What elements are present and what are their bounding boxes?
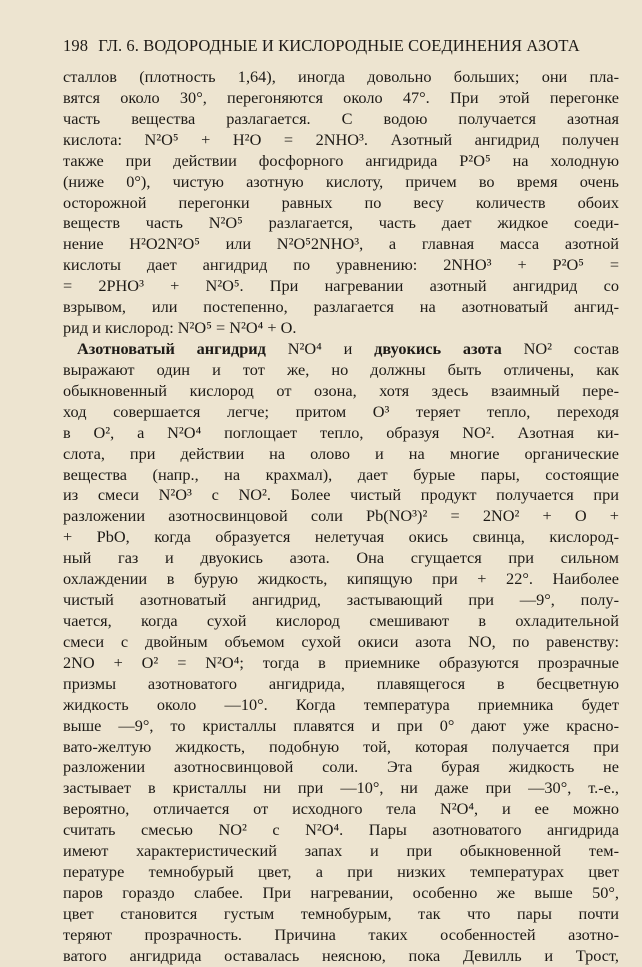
- text-line: пературе темнобурый цвет, а при низких температурах цвет: [63, 862, 619, 882]
- term-bold: Азотноватый ангидрид: [77, 338, 266, 358]
- term-bold: двуокись азота: [374, 338, 502, 358]
- text-line: + PbO, когда образуется нелетучая окись свинца, кислород-: [63, 527, 619, 547]
- chapter-title: ГЛ. 6. ВОДОРОДНЫЕ И КИСЛОРОДНЫЕ СОЕДИНЕНИЯ АЗОТА: [98, 36, 580, 55]
- text-line: из смеси N²O³ с NO². Более чистый продукт получается при: [63, 485, 619, 505]
- text-line: ватого ангидрида оставалась неясною, пока Девилль и Трост,: [63, 945, 619, 965]
- text-line: веществ часть N²O⁵ разлагается, часть дает жидкое соеди-: [63, 213, 619, 233]
- text-line: нение H²O2N²O⁵ или N²O⁵2NHO³, а главная масса азотной: [63, 234, 619, 254]
- text-line: выражают один и тот же, но должны быть отличены, как: [63, 359, 619, 379]
- text-line: вато-желтую жидкость, подобную той, которая получается при: [63, 736, 619, 756]
- text-fragment: N²O⁴ и: [265, 338, 375, 358]
- paragraph-start-line: [63, 339, 619, 360]
- text-line: сталлов (плотность 1,64), иногда довольно больших; они пла-: [63, 67, 619, 86]
- text-line: чистый азотноватый ангидрид, застывающий при —9°, полу-: [63, 590, 619, 610]
- text-line: ный газ и двуокись азота. Она сгущается при сильном: [63, 548, 619, 568]
- text-line: застывает в кристаллы ни при —10°, ни даже при —30°, т.-е.,: [63, 778, 619, 798]
- text-line: рид и кислород: N²O⁵ = N²O⁴ + O.: [63, 318, 297, 338]
- text-line: в O², а N²O⁴ поглощает тепло, образуя NO². Азотная ки-: [63, 422, 619, 442]
- text-fragment: NO² состав: [501, 338, 619, 358]
- text-line: взрывом, или постепенно, разлагается на азотноватый ангид-: [63, 297, 619, 317]
- text-line: цвет становится густым темнобурым, так что пары почти: [63, 903, 619, 923]
- text-line: разложении азотносвинцовой соли Pb(NO³)² = 2NO² + O +: [63, 506, 619, 526]
- text-line: кислоты дает ангидрид по уравнению: 2NHO³ + P²O⁵ =: [63, 255, 619, 275]
- text-line: обыкновенный кислород от озона, хотя здесь взаимный пере-: [63, 380, 619, 400]
- text-line: имеют характеристический запах и при обыкновенной тем-: [63, 841, 619, 861]
- text-line: теряют прозрачность. Причина таких особенностей азотно-: [63, 924, 619, 944]
- text-line: паров гораздо слабее. При нагревании, особенно же выше 50°,: [63, 882, 619, 902]
- text-line: вероятно, отличается от исходного тела N²O⁴, и ее можно: [63, 799, 619, 819]
- text-line: жидкость около —10°. Когда температура приемника будет: [63, 694, 619, 714]
- text-line: кислота: N²O⁵ + H²O = 2NHO³. Азотный ангидрид получен: [63, 129, 619, 149]
- text-line: часть вещества разлагается. С водою получается азотная: [63, 108, 619, 128]
- body-text: [63, 67, 619, 967]
- text-line: ход совершается легче; притом O³ теряет тепло, переходя: [63, 401, 619, 421]
- text-line: (ниже 0°), чистую азотную кислоту, причем во время очень: [63, 171, 619, 191]
- text-line: разложении азотносвинцовой соли. Эта бурая жидкость не: [63, 757, 619, 777]
- text-line: выше —9°, то кристаллы плавятся и при 0° дают уже красно-: [63, 715, 619, 735]
- text-line: осторожной перегонки равных по весу количеств обоих: [63, 192, 619, 212]
- text-line: вятся около 30°, перегоняются около 47°. При этой перегонке: [63, 87, 619, 107]
- text-line: также при действии фосфорного ангидрида P²O⁵ на холодную: [63, 150, 619, 170]
- text-line: считать смесью NO² с N²O⁴. Пары азотноватого ангидрида: [63, 820, 619, 840]
- text-line: вещества (напр., на крахмал), дает бурые пары, состоящие: [63, 464, 619, 484]
- text-line: слота, при действии на олово и на многие органические: [63, 443, 619, 463]
- text-line: охлаждении в бурую жидкость, кипящую при + 22°. Наиболее: [63, 569, 619, 589]
- text-line: 2NO + O² = N²O⁴; тогда в приемнике образуются прозрачные: [63, 652, 619, 672]
- text-line: смеси с двойным объемом сухой окиси азота NO, по равенству:: [63, 631, 619, 651]
- text-line: = 2PHO³ + N²O⁵. При нагревании азотный ангидрид со: [63, 276, 619, 296]
- text-line: призмы азотноватого ангидрида, плавящегося в бесцветную: [63, 673, 619, 693]
- text-line: чается, когда сухой кислород смешивают в охладительной: [63, 610, 619, 630]
- running-header: [63, 36, 623, 56]
- page-number: 198: [63, 36, 89, 55]
